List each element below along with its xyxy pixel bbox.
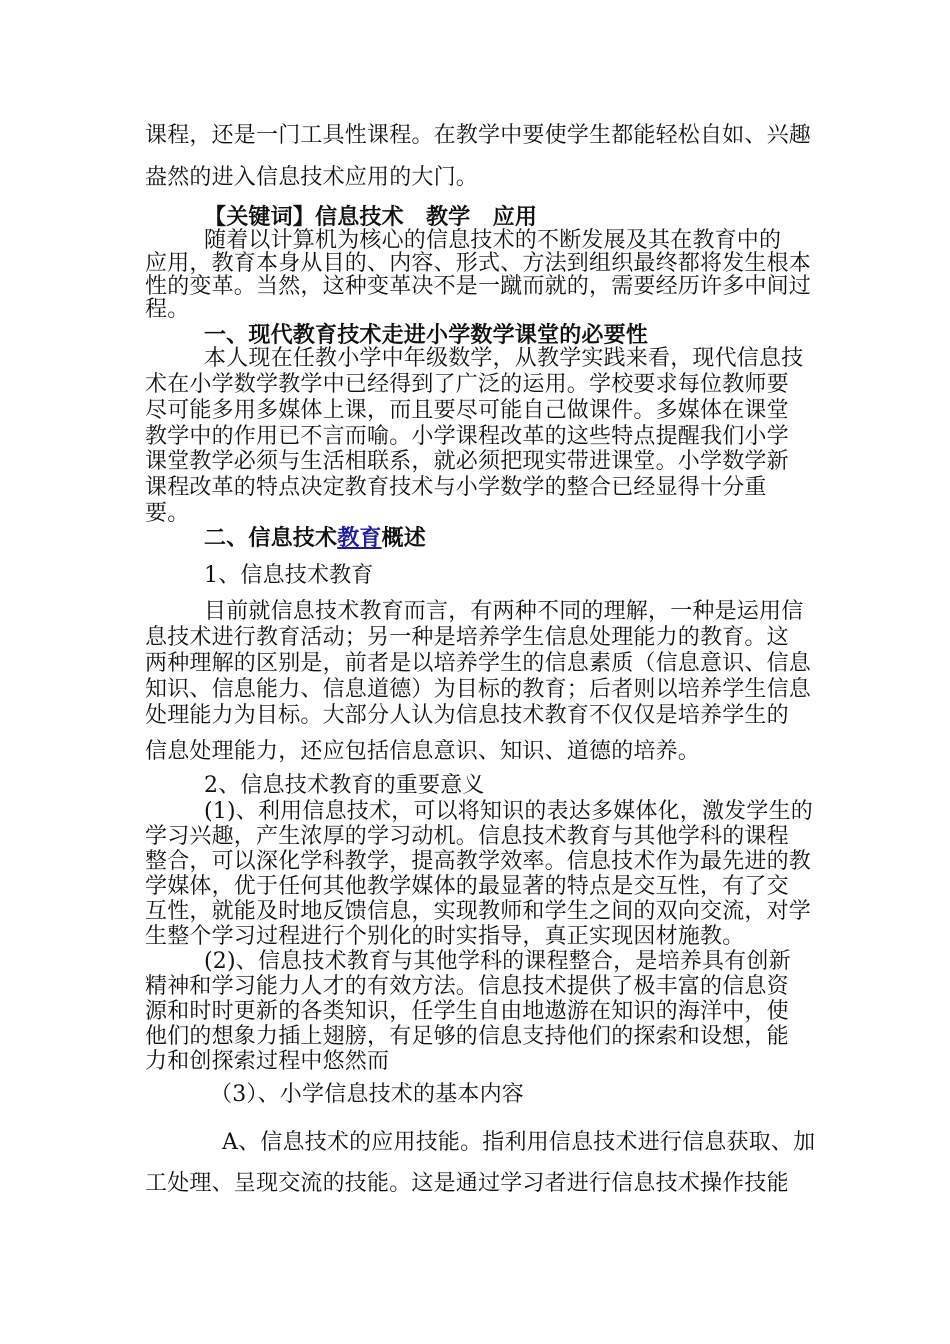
paragraph-3-line-2: 息技术进行教育活动；另一种是培养学生信息处理能力的教育。这 — [145, 625, 789, 650]
intro-line-2: 盎然的进入信息技术应用的大门。 — [145, 165, 479, 190]
paragraph-3-line-1: 目前就信息技术教育而言，有两种不同的理解，一种是运用信 — [204, 599, 804, 624]
paragraph-5-line-3: 源和时时更新的各类知识，任学生自由地遨游在知识的海洋中，使 — [145, 999, 789, 1024]
paragraph-1-line-4: 程。 — [145, 297, 190, 322]
intro-line-1: 课程，还是一门工具性课程。在教学中要使学生都能轻松自如、兴趣 — [145, 123, 812, 148]
paragraph-4-line-4: 学媒体，优于任何其他教学媒体的最显著的特点是交互性，有了交 — [145, 874, 789, 899]
paragraph-1-line-2: 应用，教育本身从目的、内容、形式、方法到组织最终都将发生根本 — [145, 251, 812, 276]
keywords-label: 【关键词】 — [204, 204, 316, 230]
paragraph-3-line-3: 两种理解的区别是，前者是以培养学生的信息素质（信息意识、信息 — [145, 651, 812, 676]
paragraph-5-line-1: (2)、信息技术教育与其他学科的课程整合，是培养具有创新 — [204, 949, 791, 974]
paragraph-1-line-1: 随着以计算机为核心的信息技术的不断发展及其在教育中的 — [204, 228, 782, 253]
paragraph-2-line-6: 课程改革的特点决定教育技术与小学数学的整合已经显得十分重 — [145, 475, 767, 500]
paragraph-3-line-5: 处理能力为目标。大部分人认为信息技术教育不仅仅是培养学生的 — [145, 703, 789, 728]
paragraph-4-line-3: 整合，可以深化学科教学，提高教学效率。信息技术作为最先进的教 — [145, 849, 812, 874]
paragraph-4-line-2: 学习兴趣，产生浓厚的学习动机。信息技术教育与其他学科的课程 — [145, 824, 789, 849]
paragraph-3-line-6: 信息处理能力，还应包括信息意识、知识、道德的培养。 — [145, 739, 701, 764]
subheading-2: 2、信息技术教育的重要意义 — [204, 773, 485, 798]
paragraph-2-line-4: 教学中的作用已不言而喻。小学课程改革的这些特点提醒我们小学 — [145, 424, 789, 449]
paragraph-4-line-5: 互性，就能及时地反馈信息，实现教师和学生之间的双向交流，对学 — [145, 899, 812, 924]
heading-2 — [204, 524, 904, 552]
heading-2-prefix: 二、信息技术 — [204, 525, 338, 551]
paragraph-6-line-1: A、信息技术的应用技能。指利用信息技术进行信息获取、加 — [222, 1130, 816, 1155]
heading-2-suffix: 概述 — [381, 525, 427, 551]
paragraph-5-line-4: 他们的想象力插上翅膀，有足够的信息支持他们的探索和设想，能 — [145, 1024, 789, 1049]
paragraph-2-line-1: 本人现在任教小学中年级数学，从教学实践来看，现代信息技 — [204, 346, 804, 371]
paragraph-2-line-2: 术在小学数学教学中已经得到了广泛的运用。学校要求每位教师要 — [145, 372, 789, 397]
subheading-1: 1、信息技术教育 — [204, 563, 374, 588]
paragraph-4-line-6: 生整个学习过程进行个别化的时实指导，真正实现因材施教。 — [145, 924, 745, 949]
paragraph-6-line-2: 工处理、呈现交流的技能。这是通过学习者进行信息技术操作技能 — [145, 1171, 789, 1196]
education-link[interactable]: 教育 — [337, 525, 382, 551]
subheading-3: （3）、小学信息技术的基本内容 — [210, 1082, 524, 1107]
paragraph-2-line-3: 尽可能多用多媒体上课，而且要尽可能自己做课件。多媒体在课堂 — [145, 398, 789, 423]
heading-1: 一、现代教育技术走进小学数学课堂的必要性 — [204, 322, 649, 348]
paragraph-5-line-2: 精神和学习能力人才的有效方法。信息技术提供了极丰富的信息资 — [145, 974, 789, 999]
keywords-text: 信息技术 教学 应用 — [315, 204, 538, 230]
paragraph-5-line-5: 力和创探索过程中悠然而 — [145, 1049, 390, 1074]
paragraph-2-line-7: 要。 — [145, 501, 190, 526]
paragraph-4-line-1: (1)、利用信息技术，可以将知识的表达多媒体化，激发学生的 — [204, 799, 813, 824]
paragraph-1-line-3: 性的变革。当然，这种变革决不是一蹴而就的，需要经历许多中间过 — [145, 274, 812, 299]
paragraph-3-line-4: 知识、信息能力、信息道德）为目标的教育；后者则以培养学生信息 — [145, 677, 812, 702]
paragraph-2-line-5: 课堂教学必须与生活相联系，就必须把现实带进课堂。小学数学新 — [145, 449, 789, 474]
